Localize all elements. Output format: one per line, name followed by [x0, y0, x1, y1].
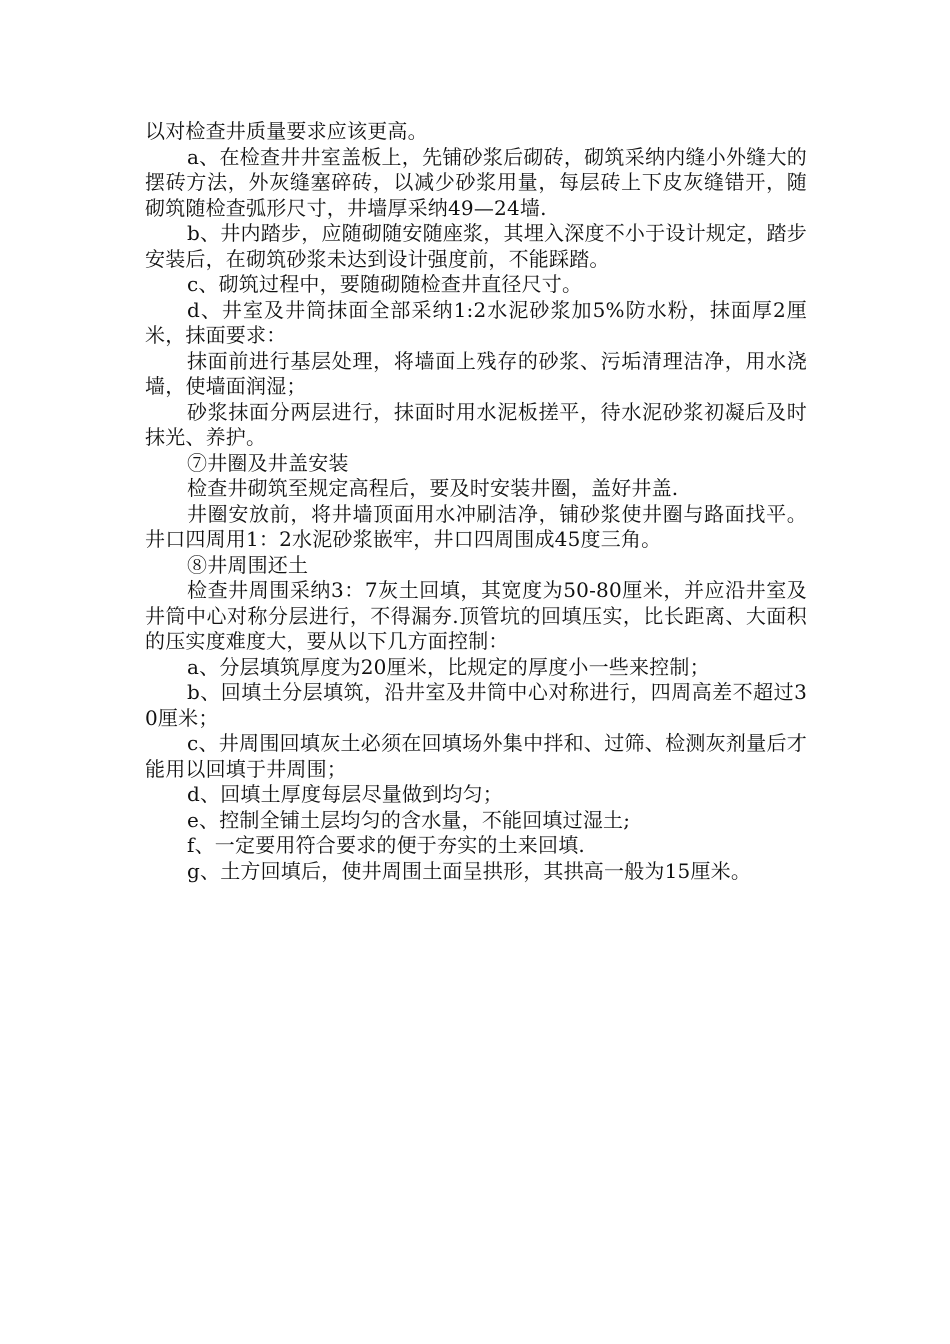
- paragraph: b、井内踏步，应随砌随安随座浆，其埋入深度不小于设计规定，踏步安装后，在砌筑砂浆未达到设计强度前，不能踩踏。: [145, 221, 807, 271]
- paragraph: a、分层填筑厚度为20厘米，比规定的厚度小一些来控制；: [187, 654, 710, 679]
- paragraph: g、土方回填后，使井周围土面呈拱形，其拱高一般为15厘米。: [187, 858, 752, 883]
- paragraph: e、控制全铺土层均匀的含水量，不能回填过湿土;: [187, 807, 631, 832]
- paragraph: d、井室及井筒抹面全部采纳1:2水泥砂浆加5%防水粉，抹面厚2厘米，抹面要求：: [145, 297, 807, 347]
- paragraph: 抹面前进行基层处理，将墙面上残存的砂浆、污垢清理洁净，用水浇墙，使墙面润湿；: [145, 348, 807, 398]
- paragraph: 检查井周围采纳3：7灰土回填，其宽度为50-80厘米，并应沿井室及井筒中心对称分层进行，不得漏夯.顶管坑的回填压实，比长距离、大面积的压实度难度大，要从以下几方面控制：: [145, 578, 807, 653]
- paragraph: f、一定要用符合要求的便于夯实的土来回填.: [187, 833, 585, 857]
- document-body: [145, 119, 807, 884]
- paragraph: d、回填土厚度每层尽量做到均匀；: [187, 782, 504, 806]
- paragraph: 砂浆抹面分两层进行，抹面时用水泥板搓平，待水泥砂浆初凝后及时抹光、养护。: [145, 399, 807, 449]
- paragraph: c、砌筑过程中，要随砌随检查井直径尺寸。: [187, 272, 583, 296]
- paragraph: c、井周围回填灰土必须在回填场外集中拌和、过筛、检测灰剂量后才能用以回填于井周围；: [145, 731, 807, 781]
- paragraph: 检查井砌筑至规定高程后，要及时安装井圈，盖好井盖.: [187, 476, 679, 500]
- paragraph: 井圈安放前，将井墙顶面用水冲刷洁净，铺砂浆使井圈与路面找平。井口四周用1：2水泥砂浆嵌牢，井口四周围成45度三角。: [145, 501, 807, 551]
- paragraph: b、回填土分层填筑，沿井室及井筒中心对称进行，四周高差不超过30厘米；: [145, 680, 807, 730]
- section-heading: ⑦井圈及井盖安装: [187, 450, 349, 475]
- section-heading: ⑧井周围还土: [187, 552, 309, 577]
- paragraph: 以对检查井质量要求应该更高。: [145, 119, 428, 143]
- paragraph: a、在检查井井室盖板上，先铺砂浆后砌砖，砌筑采纳内缝小外缝大的摆砖方法，外灰缝塞碎砖，以减少砂浆用量，每层砖上下皮灰缝错开，随砌筑随检查弧形尺寸，井墙厚采纳49—24墙.: [145, 144, 807, 220]
